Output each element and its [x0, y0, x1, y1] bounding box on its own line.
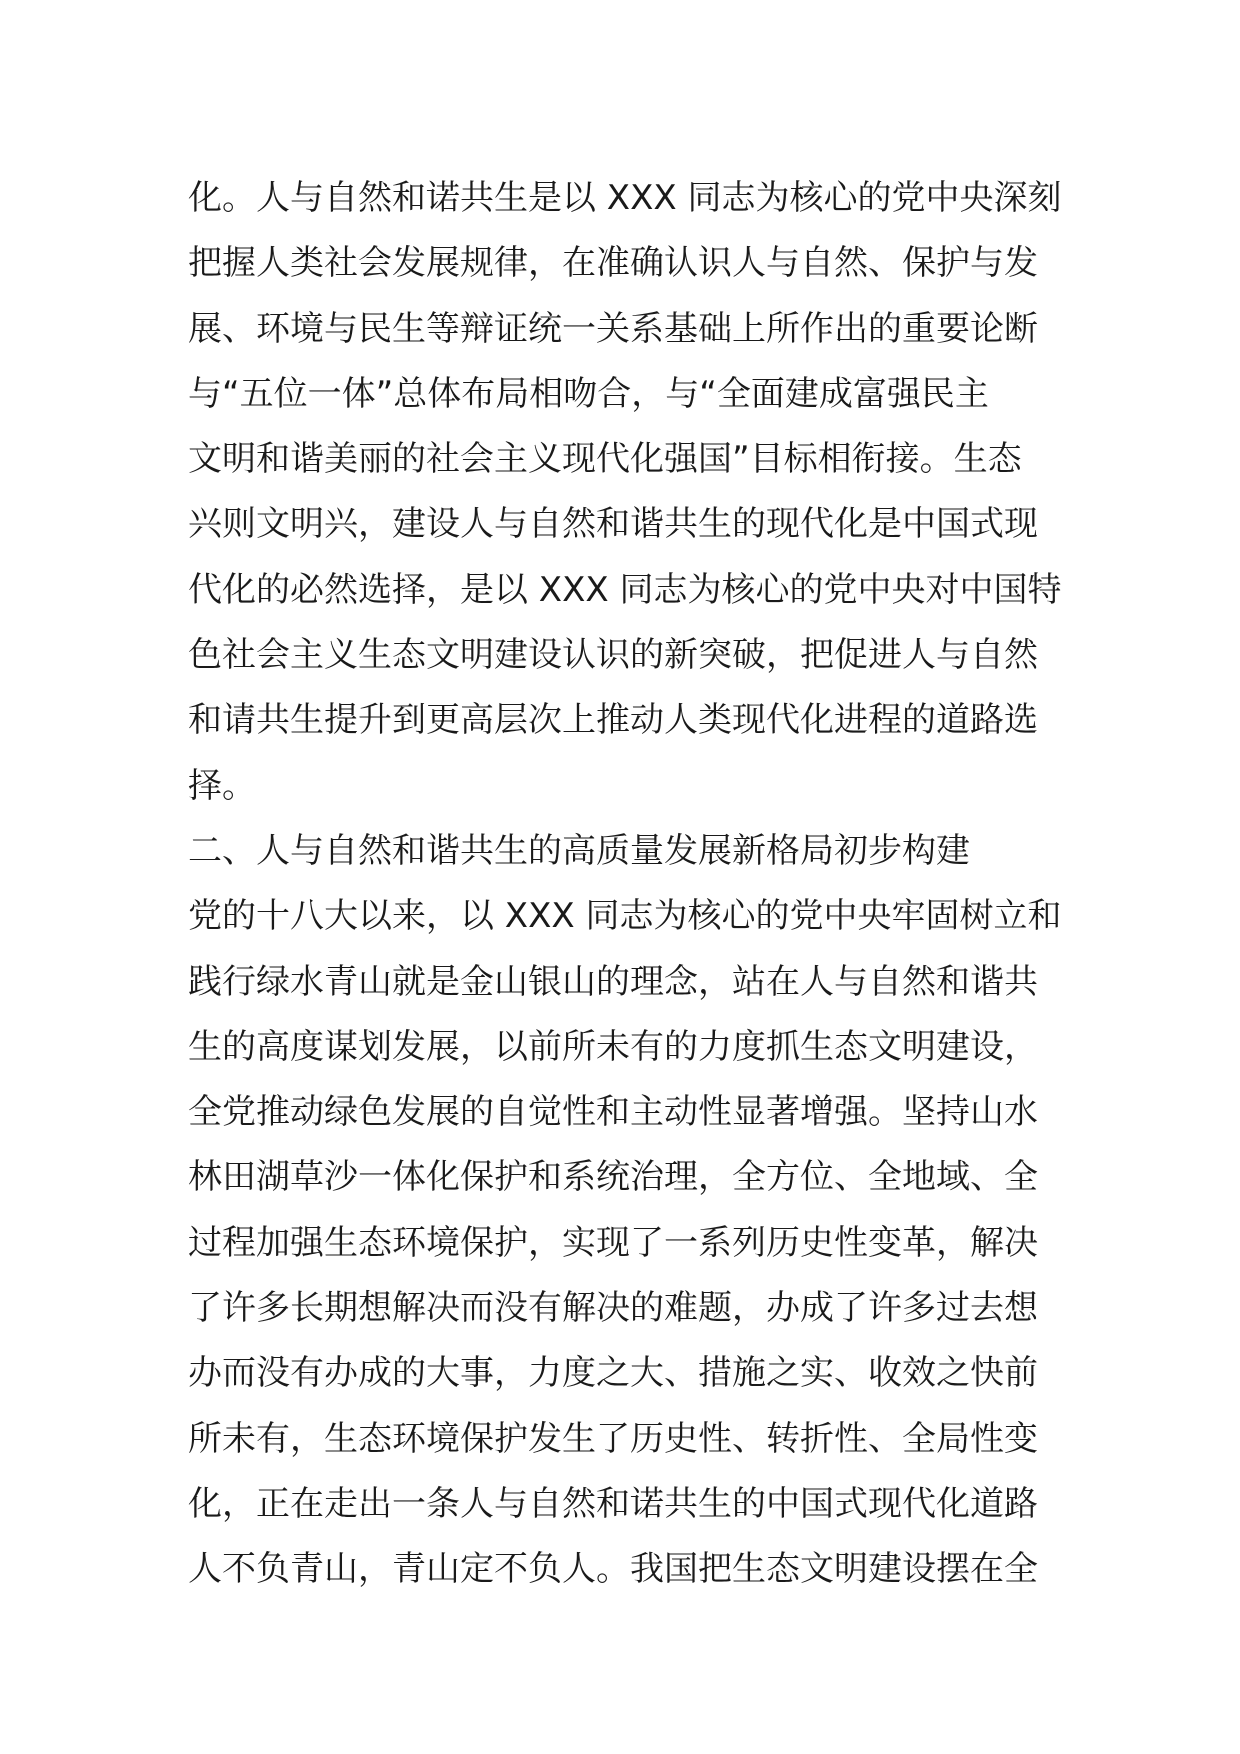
text-line: 所未有，生态环境保护发生了历史性、转折性、全局性变: [188, 1418, 1038, 1459]
text-line: 代化的必然选择，是以 XXX 同志为核心的党中央对中国特: [188, 569, 1062, 610]
text-line: 过程加强生态环境保护，实现了一系列历史性变革，解决: [188, 1222, 1038, 1263]
text-line: 生的高度谋划发展，以前所未有的力度抓生态文明建设，: [188, 1026, 1038, 1067]
text-line: 择。: [188, 765, 256, 806]
text-line: 化，正在走出一条人与自然和诺共生的中国式现代化道路: [188, 1483, 1038, 1524]
text-line: 把握人类社会发展规律，在准确认识人与自然、保护与发: [188, 243, 1038, 284]
text-line: 兴则文明兴，建设人与自然和谐共生的现代化是中国式现: [188, 504, 1038, 545]
text-line: 办而没有办成的大事，力度之大、措施之实、收效之快前: [188, 1353, 1038, 1394]
text-line: 了许多长期想解决而没有解决的难题，办成了许多过去想: [188, 1288, 1038, 1329]
text-line: 与“五位一体”总体布局相吻合，与“全面建成富强民主: [188, 373, 989, 414]
text-line: 人不负青山，青山定不负人。我国把生态文明建设摆在全: [188, 1549, 1038, 1590]
body-text: [188, 166, 1068, 1603]
text-line: 全党推动绿色发展的自觉性和主动性显著增强。坚持山水: [188, 1092, 1038, 1133]
text-line: 展、环境与民生等辩证统一关系基础上所作出的重要论断: [188, 308, 1038, 349]
text-line: 践行绿水青山就是金山银山的理念，站在人与自然和谐共: [188, 961, 1038, 1002]
text-line: 色社会主义生态文明建设认识的新突破，把促进人与自然: [188, 635, 1038, 676]
text-line: 文明和谐美丽的社会主义现代化强国”目标相衔接。生态: [188, 439, 1022, 480]
section-heading: 二、人与自然和谐共生的高质量发展新格局初步构建: [188, 830, 970, 871]
text-line: 化。人与自然和诺共生是以 XXX 同志为核心的党中央深刻: [188, 178, 1062, 218]
text-line: 林田湖草沙一体化保护和系统治理，全方位、全地域、全: [188, 1157, 1038, 1198]
text-line: 和请共生提升到更高层次上推动人类现代化进程的道路选: [188, 700, 1038, 741]
text-line: 党的十八大以来，以 XXX 同志为核心的党中央牢固树立和: [188, 896, 1062, 937]
